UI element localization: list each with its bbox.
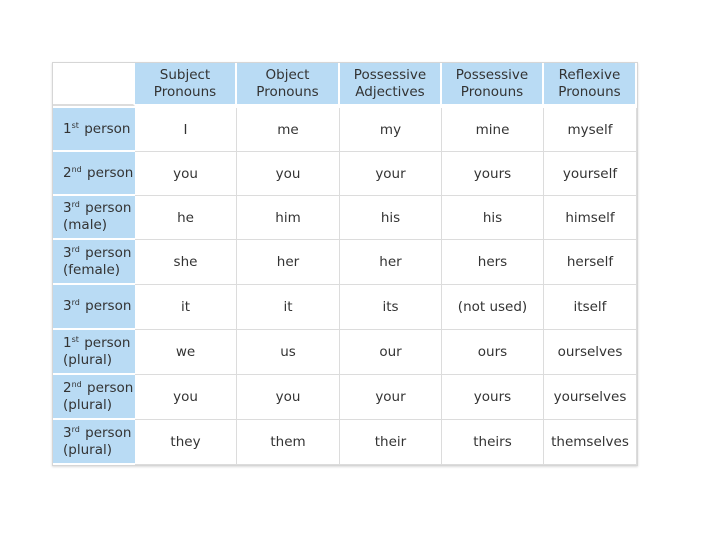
table-cell: me bbox=[237, 108, 340, 152]
row-label-number: 3 bbox=[63, 200, 72, 216]
table-cell: ourselves bbox=[544, 330, 637, 375]
table-cell: theirs bbox=[442, 420, 544, 465]
column-header bbox=[340, 63, 442, 106]
table-cell: her bbox=[340, 240, 442, 285]
row-label-qualifier: (plural) bbox=[63, 351, 112, 368]
table-cell: herself bbox=[544, 240, 637, 285]
table-cell: himself bbox=[544, 196, 637, 240]
column-header bbox=[237, 63, 340, 106]
row-label-person: person bbox=[80, 200, 132, 216]
table-cell: themselves bbox=[544, 420, 637, 465]
row-label bbox=[53, 420, 135, 465]
table-cell: his bbox=[340, 196, 442, 240]
table-cell: yours bbox=[442, 375, 544, 420]
table-cell: they bbox=[135, 420, 237, 465]
column-header-label: Possessive Pronouns bbox=[455, 66, 529, 100]
row-label-ordinal: st bbox=[71, 334, 79, 344]
row-label-person: person bbox=[79, 120, 131, 137]
corner-cell bbox=[53, 63, 135, 106]
row-label-qualifier: (male) bbox=[63, 217, 108, 233]
table-cell: our bbox=[340, 330, 442, 375]
table-cell: mine bbox=[442, 108, 544, 152]
table-cell: him bbox=[237, 196, 340, 240]
row-label-person: person bbox=[80, 298, 132, 314]
row-label-qualifier: (plural) bbox=[63, 396, 112, 413]
row-label bbox=[53, 196, 135, 240]
column-header-label: Possessive Adjectives bbox=[353, 66, 427, 100]
table-cell: he bbox=[135, 196, 237, 240]
table-cell: his bbox=[442, 196, 544, 240]
table-cell: I bbox=[135, 108, 237, 152]
table-cell: its bbox=[340, 285, 442, 330]
table-cell: you bbox=[237, 152, 340, 196]
row-label-number: 2 bbox=[63, 164, 72, 181]
table-cell: my bbox=[340, 108, 442, 152]
row-label-ordinal: rd bbox=[71, 244, 80, 254]
table-cell: her bbox=[237, 240, 340, 285]
row-label bbox=[53, 375, 135, 420]
row-label-ordinal: nd bbox=[71, 164, 82, 174]
row-label-person: person bbox=[82, 164, 134, 181]
row-label-ordinal: st bbox=[71, 120, 79, 130]
pronoun-table bbox=[52, 62, 638, 466]
table-cell: yours bbox=[442, 152, 544, 196]
table-cell: you bbox=[135, 375, 237, 420]
row-label-person: person bbox=[79, 334, 131, 351]
table-cell: itself bbox=[544, 285, 637, 330]
table-cell: she bbox=[135, 240, 237, 285]
table-cell: your bbox=[340, 152, 442, 196]
table-cell: ours bbox=[442, 330, 544, 375]
table-cell: hers bbox=[442, 240, 544, 285]
row-label-person: person bbox=[80, 424, 132, 441]
row-label-qualifier: (female) bbox=[63, 261, 121, 278]
column-header bbox=[442, 63, 544, 106]
table-cell: yourself bbox=[544, 152, 637, 196]
row-label bbox=[53, 240, 135, 285]
row-label-number: 3 bbox=[63, 244, 72, 261]
row-label-number: 1 bbox=[63, 334, 72, 351]
row-label-ordinal: rd bbox=[71, 298, 80, 307]
column-header-label: Subject Pronouns bbox=[153, 66, 217, 100]
row-label-person: person bbox=[82, 379, 134, 396]
column-header bbox=[135, 63, 237, 106]
column-header-label: Object Pronouns bbox=[256, 66, 319, 100]
row-label bbox=[53, 108, 135, 152]
row-label bbox=[53, 330, 135, 375]
table-cell: (not used) bbox=[442, 285, 544, 330]
row-label-qualifier: (plural) bbox=[63, 441, 112, 458]
row-label bbox=[53, 152, 135, 196]
row-label-ordinal: rd bbox=[71, 200, 80, 209]
column-header bbox=[544, 63, 637, 106]
row-label-number: 2 bbox=[63, 379, 72, 396]
row-label-number: 3 bbox=[63, 424, 72, 441]
row-label-person: person bbox=[80, 244, 132, 261]
table-cell: us bbox=[237, 330, 340, 375]
table-cell: yourselves bbox=[544, 375, 637, 420]
row-label-ordinal: rd bbox=[71, 424, 80, 434]
row-label bbox=[53, 285, 135, 330]
table-cell: myself bbox=[544, 108, 637, 152]
table-cell: it bbox=[135, 285, 237, 330]
table-cell: it bbox=[237, 285, 340, 330]
table-cell: them bbox=[237, 420, 340, 465]
table-cell: we bbox=[135, 330, 237, 375]
row-label-number: 3 bbox=[63, 298, 72, 314]
row-label-ordinal: nd bbox=[71, 379, 82, 389]
column-header-label: Reflexive Pronouns bbox=[558, 66, 621, 100]
table-cell: their bbox=[340, 420, 442, 465]
table-cell: you bbox=[135, 152, 237, 196]
table-cell: your bbox=[340, 375, 442, 420]
row-label-number: 1 bbox=[63, 120, 72, 137]
table-cell: you bbox=[237, 375, 340, 420]
